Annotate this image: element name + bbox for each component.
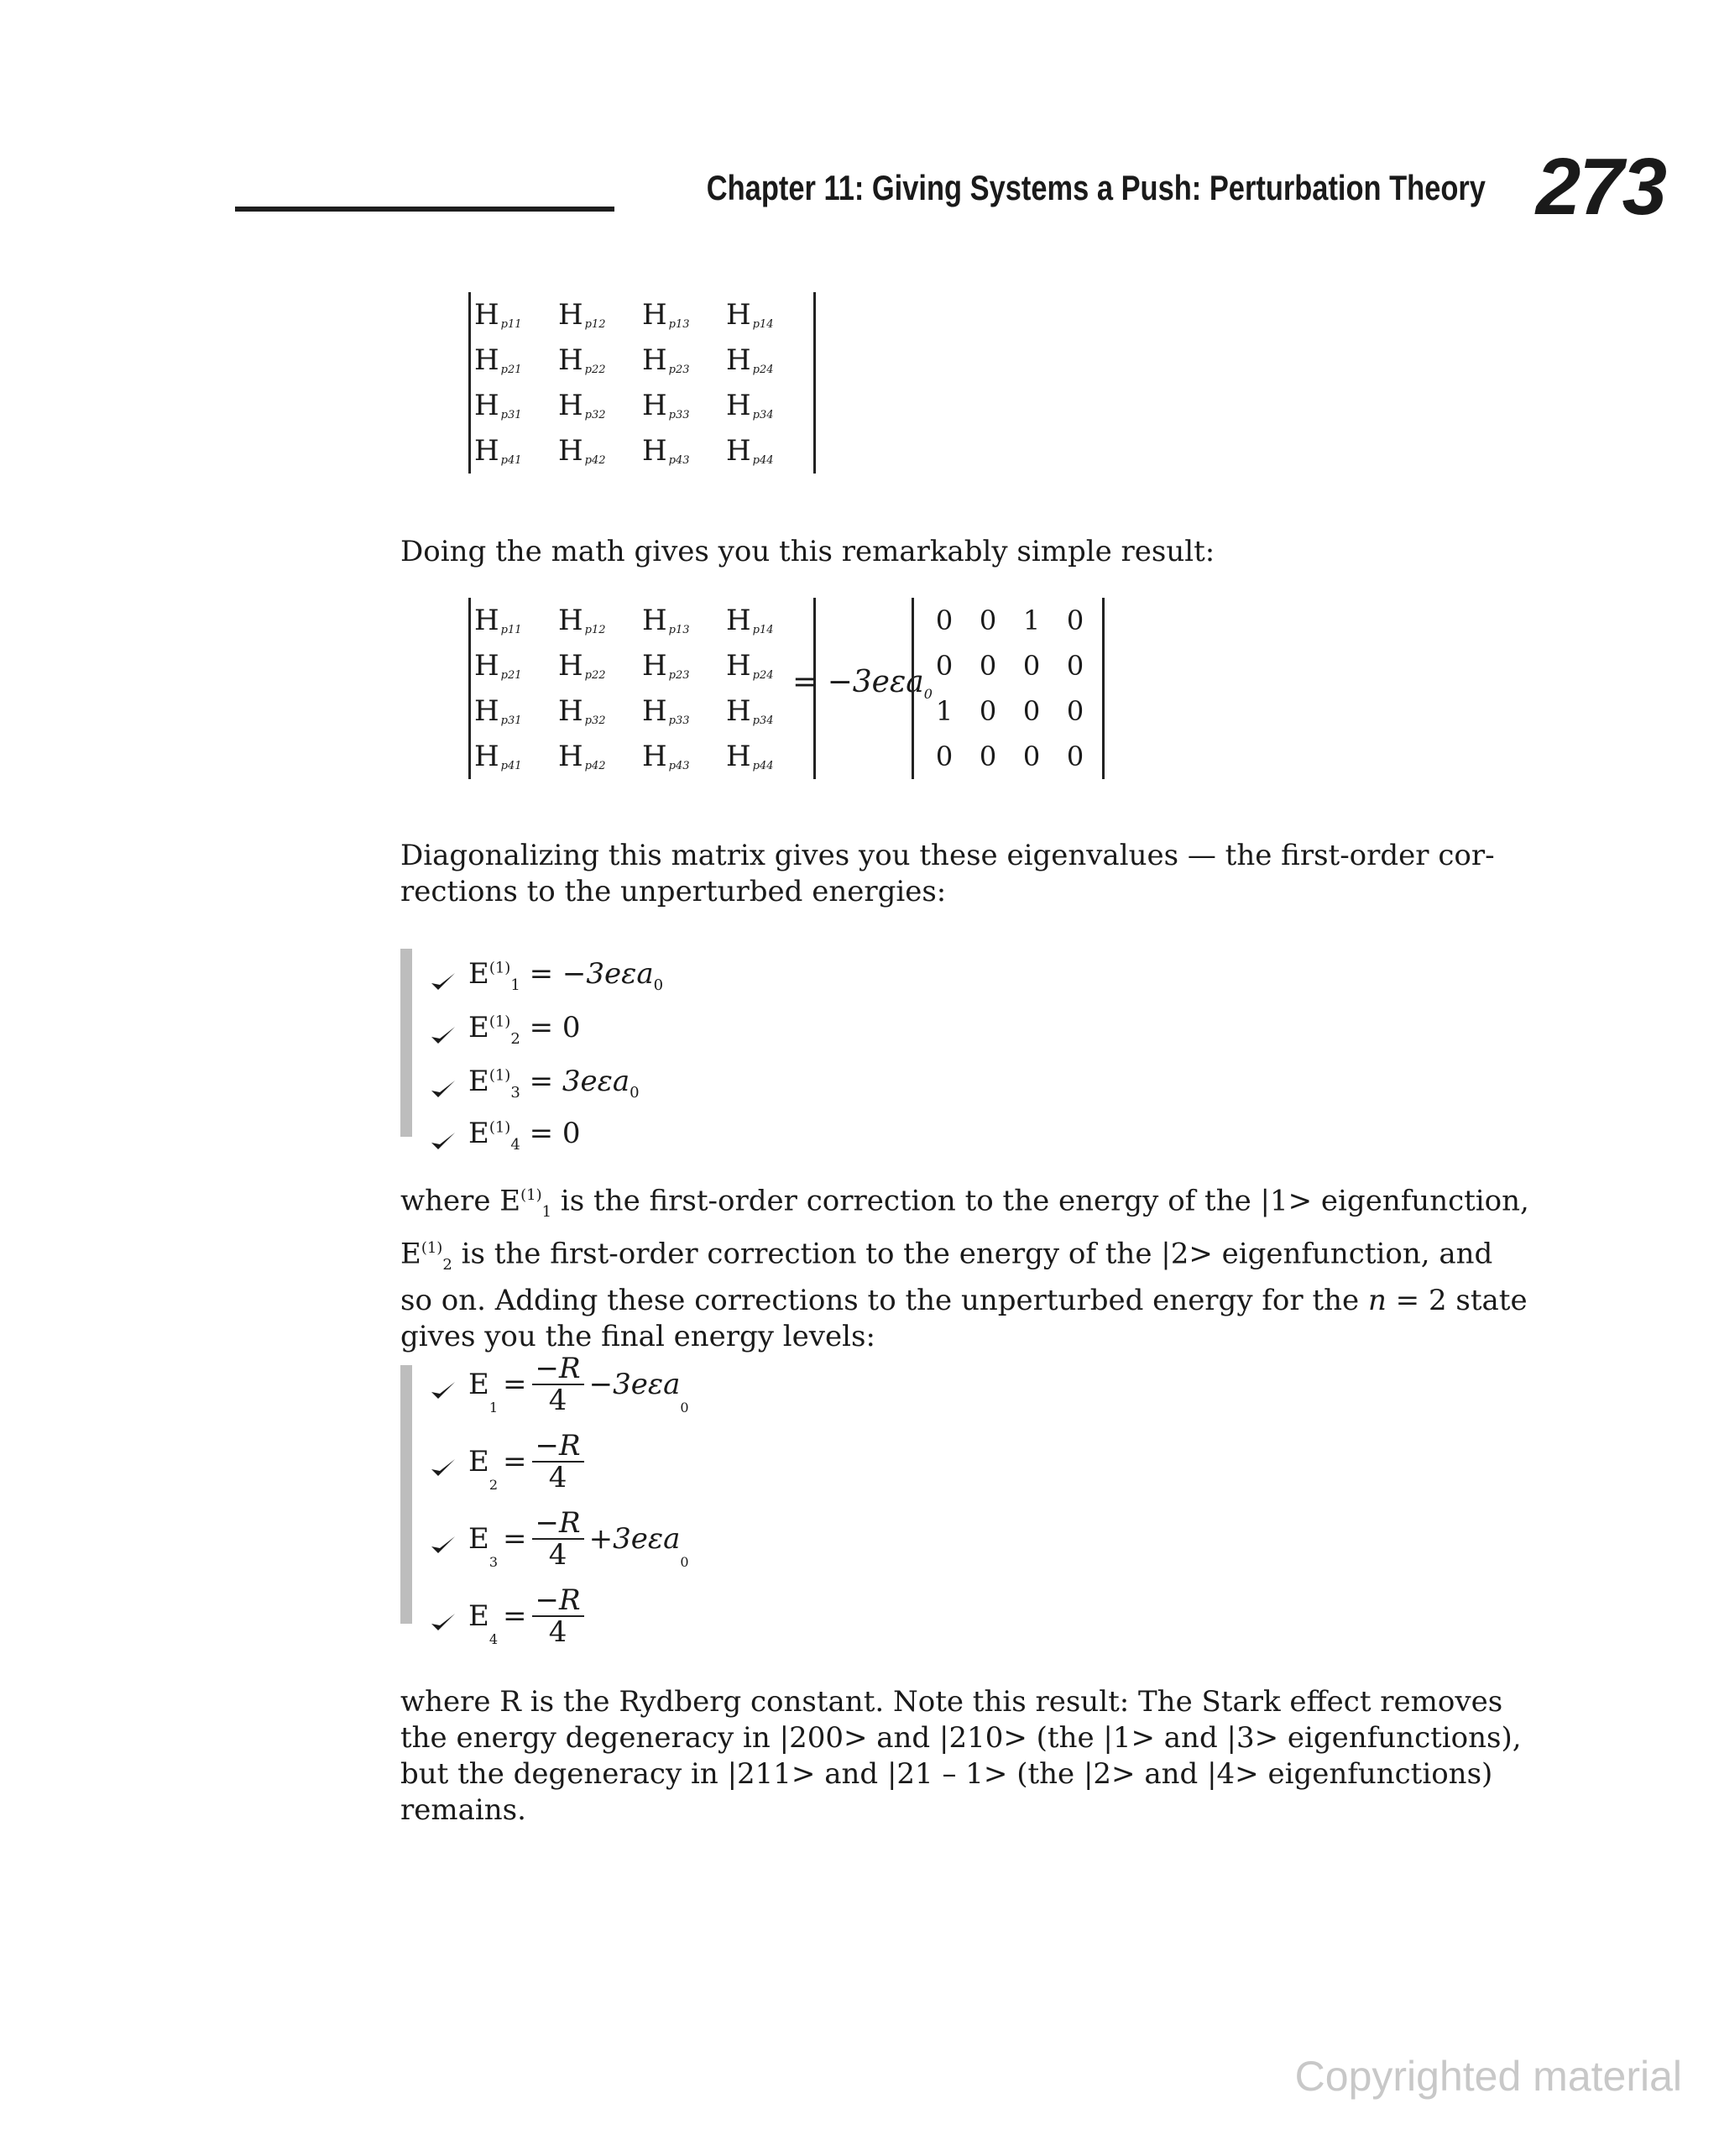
matrix-cell: H $_{p32}$	[558, 694, 606, 728]
matrix-cell: H $_{p22}$	[558, 343, 606, 377]
checkmark-icon	[430, 965, 457, 986]
correction-item: $E^{(1)}_2 = 0$	[430, 1011, 581, 1048]
matrix-cell: H $_{p12}$	[558, 298, 606, 332]
checkmark-icon	[430, 1073, 457, 1093]
text-line: where $E^{(1)}_1$ is the first-order correction to the energy of the |1> eigenfunction,	[400, 1184, 1529, 1222]
matrix-cell: H $_{p34}$	[726, 694, 774, 728]
matrix-cell: H $_{p32}$	[558, 389, 606, 422]
matrix-cell: H $_{p34}$	[726, 389, 774, 422]
paragraph-result-intro	[400, 534, 1492, 570]
matrix-cell: H $_{p11}$	[474, 604, 522, 637]
matrix-cell: H $_{p41}$	[474, 434, 522, 468]
paragraph-diagonalizing	[400, 838, 1495, 910]
matrix-entry: 0	[979, 740, 997, 772]
matrix-entry: 1	[1022, 604, 1041, 636]
text-line: Doing the math gives you this remarkably simple result:	[400, 535, 1215, 568]
matrix-entry: 0	[979, 604, 997, 636]
matrix-entry: 0	[1066, 604, 1084, 636]
matrix-cell: H $_{p44}$	[726, 434, 774, 468]
hamiltonian-matrix-2	[468, 598, 816, 779]
matrix-entry: 0	[1066, 695, 1084, 727]
checkmark-icon	[430, 1606, 457, 1626]
matrix-cell: H $_{p44}$	[726, 740, 774, 773]
paragraph-where	[400, 1177, 1529, 1355]
matrix-cell: H $_{p21}$	[474, 343, 522, 377]
text-line: gives you the final energy levels:	[400, 1320, 875, 1354]
correction-item: $E^{(1)}_4 = 0$	[430, 1117, 581, 1154]
text-line: remains.	[400, 1793, 526, 1827]
matrix-cell: H $_{p24}$	[726, 343, 774, 377]
checkmark-icon	[430, 1125, 457, 1145]
matrix-cell: H $_{p23}$	[642, 649, 690, 683]
energy-level-item: E $_3$ = $\frac{-R}{4}$ +3eεa $_0$	[430, 1508, 689, 1570]
text-line: but the degeneracy in |211> and |21 – 1> (the |2> and |4> eigenfunctions)	[400, 1757, 1493, 1791]
text-line: $E^{(1)}_2$ is the first-order correction to the energy of the |2> eigenfunction, and	[400, 1237, 1493, 1274]
matrix-cell: H $_{p41}$	[474, 740, 522, 773]
hamiltonian-matrix-1	[468, 292, 816, 474]
matrix-entry: 0	[979, 650, 997, 682]
coefficient-text: = −3eεa	[792, 665, 924, 699]
watermark: Copyrighted material	[1294, 2053, 1682, 2100]
matrix-cell: H $_{p42}$	[558, 434, 606, 468]
matrix-entry: 0	[935, 740, 954, 772]
coefficient-sub: 0	[923, 686, 933, 703]
matrix-cell: H $_{p13}$	[642, 298, 690, 332]
energy-level-item: E $_4$ = $\frac{-R}{4}$	[430, 1585, 589, 1647]
matrix-cell: H $_{p14}$	[726, 298, 774, 332]
matrix-cell: H $_{p31}$	[474, 389, 522, 422]
matrix-cell: H $_{p21}$	[474, 649, 522, 683]
matrix-entry: 0	[1022, 740, 1041, 772]
checkmark-icon	[430, 1452, 457, 1472]
matrix-cell: H $_{p33}$	[642, 694, 690, 728]
matrix-cell: H $_{p43}$	[642, 434, 690, 468]
text-line: Diagonalizing this matrix gives you these eigenvalues — the first-order cor-	[400, 839, 1495, 872]
energy-level-item: E $_1$ = $\frac{-R}{4}$ −3eεa $_0$	[430, 1353, 689, 1416]
header-rule	[235, 207, 614, 212]
correction-item: $E^{(1)}_3 = 3e\varepsilon a_0$	[430, 1065, 640, 1102]
matrix-cell: H $_{p22}$	[558, 649, 606, 683]
matrix-entry: 0	[935, 650, 954, 682]
matrix-cell: H $_{p24}$	[726, 649, 774, 683]
matrix-entry: 0	[1066, 650, 1084, 682]
matrix-entry: 0	[1022, 650, 1041, 682]
matrix-cell: H $_{p14}$	[726, 604, 774, 637]
matrix-entry: 0	[935, 604, 954, 636]
matrix-cell: H $_{p13}$	[642, 604, 690, 637]
matrix-cell: H $_{p11}$	[474, 298, 522, 332]
chapter-title: Chapter 11: Giving Systems a Push: Perturbation Theory	[706, 168, 1486, 207]
checkmark-icon	[430, 1019, 457, 1039]
matrix-entry: 0	[979, 695, 997, 727]
numeric-matrix	[912, 598, 1105, 779]
matrix-cell: H $_{p23}$	[642, 343, 690, 377]
text-line: so on. Adding these corrections to the unperturbed energy for the n = 2 state	[400, 1284, 1528, 1318]
matrix-cell: H $_{p12}$	[558, 604, 606, 637]
matrix-cell: H $_{p31}$	[474, 694, 522, 728]
page-header	[0, 0, 1719, 252]
energy-level-item: E $_2$ = $\frac{-R}{4}$	[430, 1431, 589, 1493]
page-number: 273	[1535, 142, 1665, 232]
text-line: rections to the unperturbed energies:	[400, 875, 947, 908]
text-line: the energy degeneracy in |200> and |210> (the |1> and |3> eigenfunctions),	[400, 1721, 1522, 1755]
checkmark-icon	[430, 1529, 457, 1549]
paragraph-rydberg	[400, 1684, 1522, 1829]
matrix-entry: 0	[1022, 695, 1041, 727]
correction-item: $E^{(1)}_1 = -3e\varepsilon a_0$	[430, 957, 663, 994]
matrix-entry: 0	[1066, 740, 1084, 772]
matrix-entry: 1	[935, 695, 954, 727]
text-line: where R is the Rydberg constant. Note this result: The Stark effect removes	[400, 1685, 1503, 1719]
matrix-cell: H $_{p43}$	[642, 740, 690, 773]
checkmark-icon	[430, 1374, 457, 1395]
matrix-cell: H $_{p33}$	[642, 389, 690, 422]
list-bar-corrections	[400, 949, 412, 1137]
matrix-cell: H $_{p42}$	[558, 740, 606, 773]
list-bar-energy-levels	[400, 1365, 412, 1624]
